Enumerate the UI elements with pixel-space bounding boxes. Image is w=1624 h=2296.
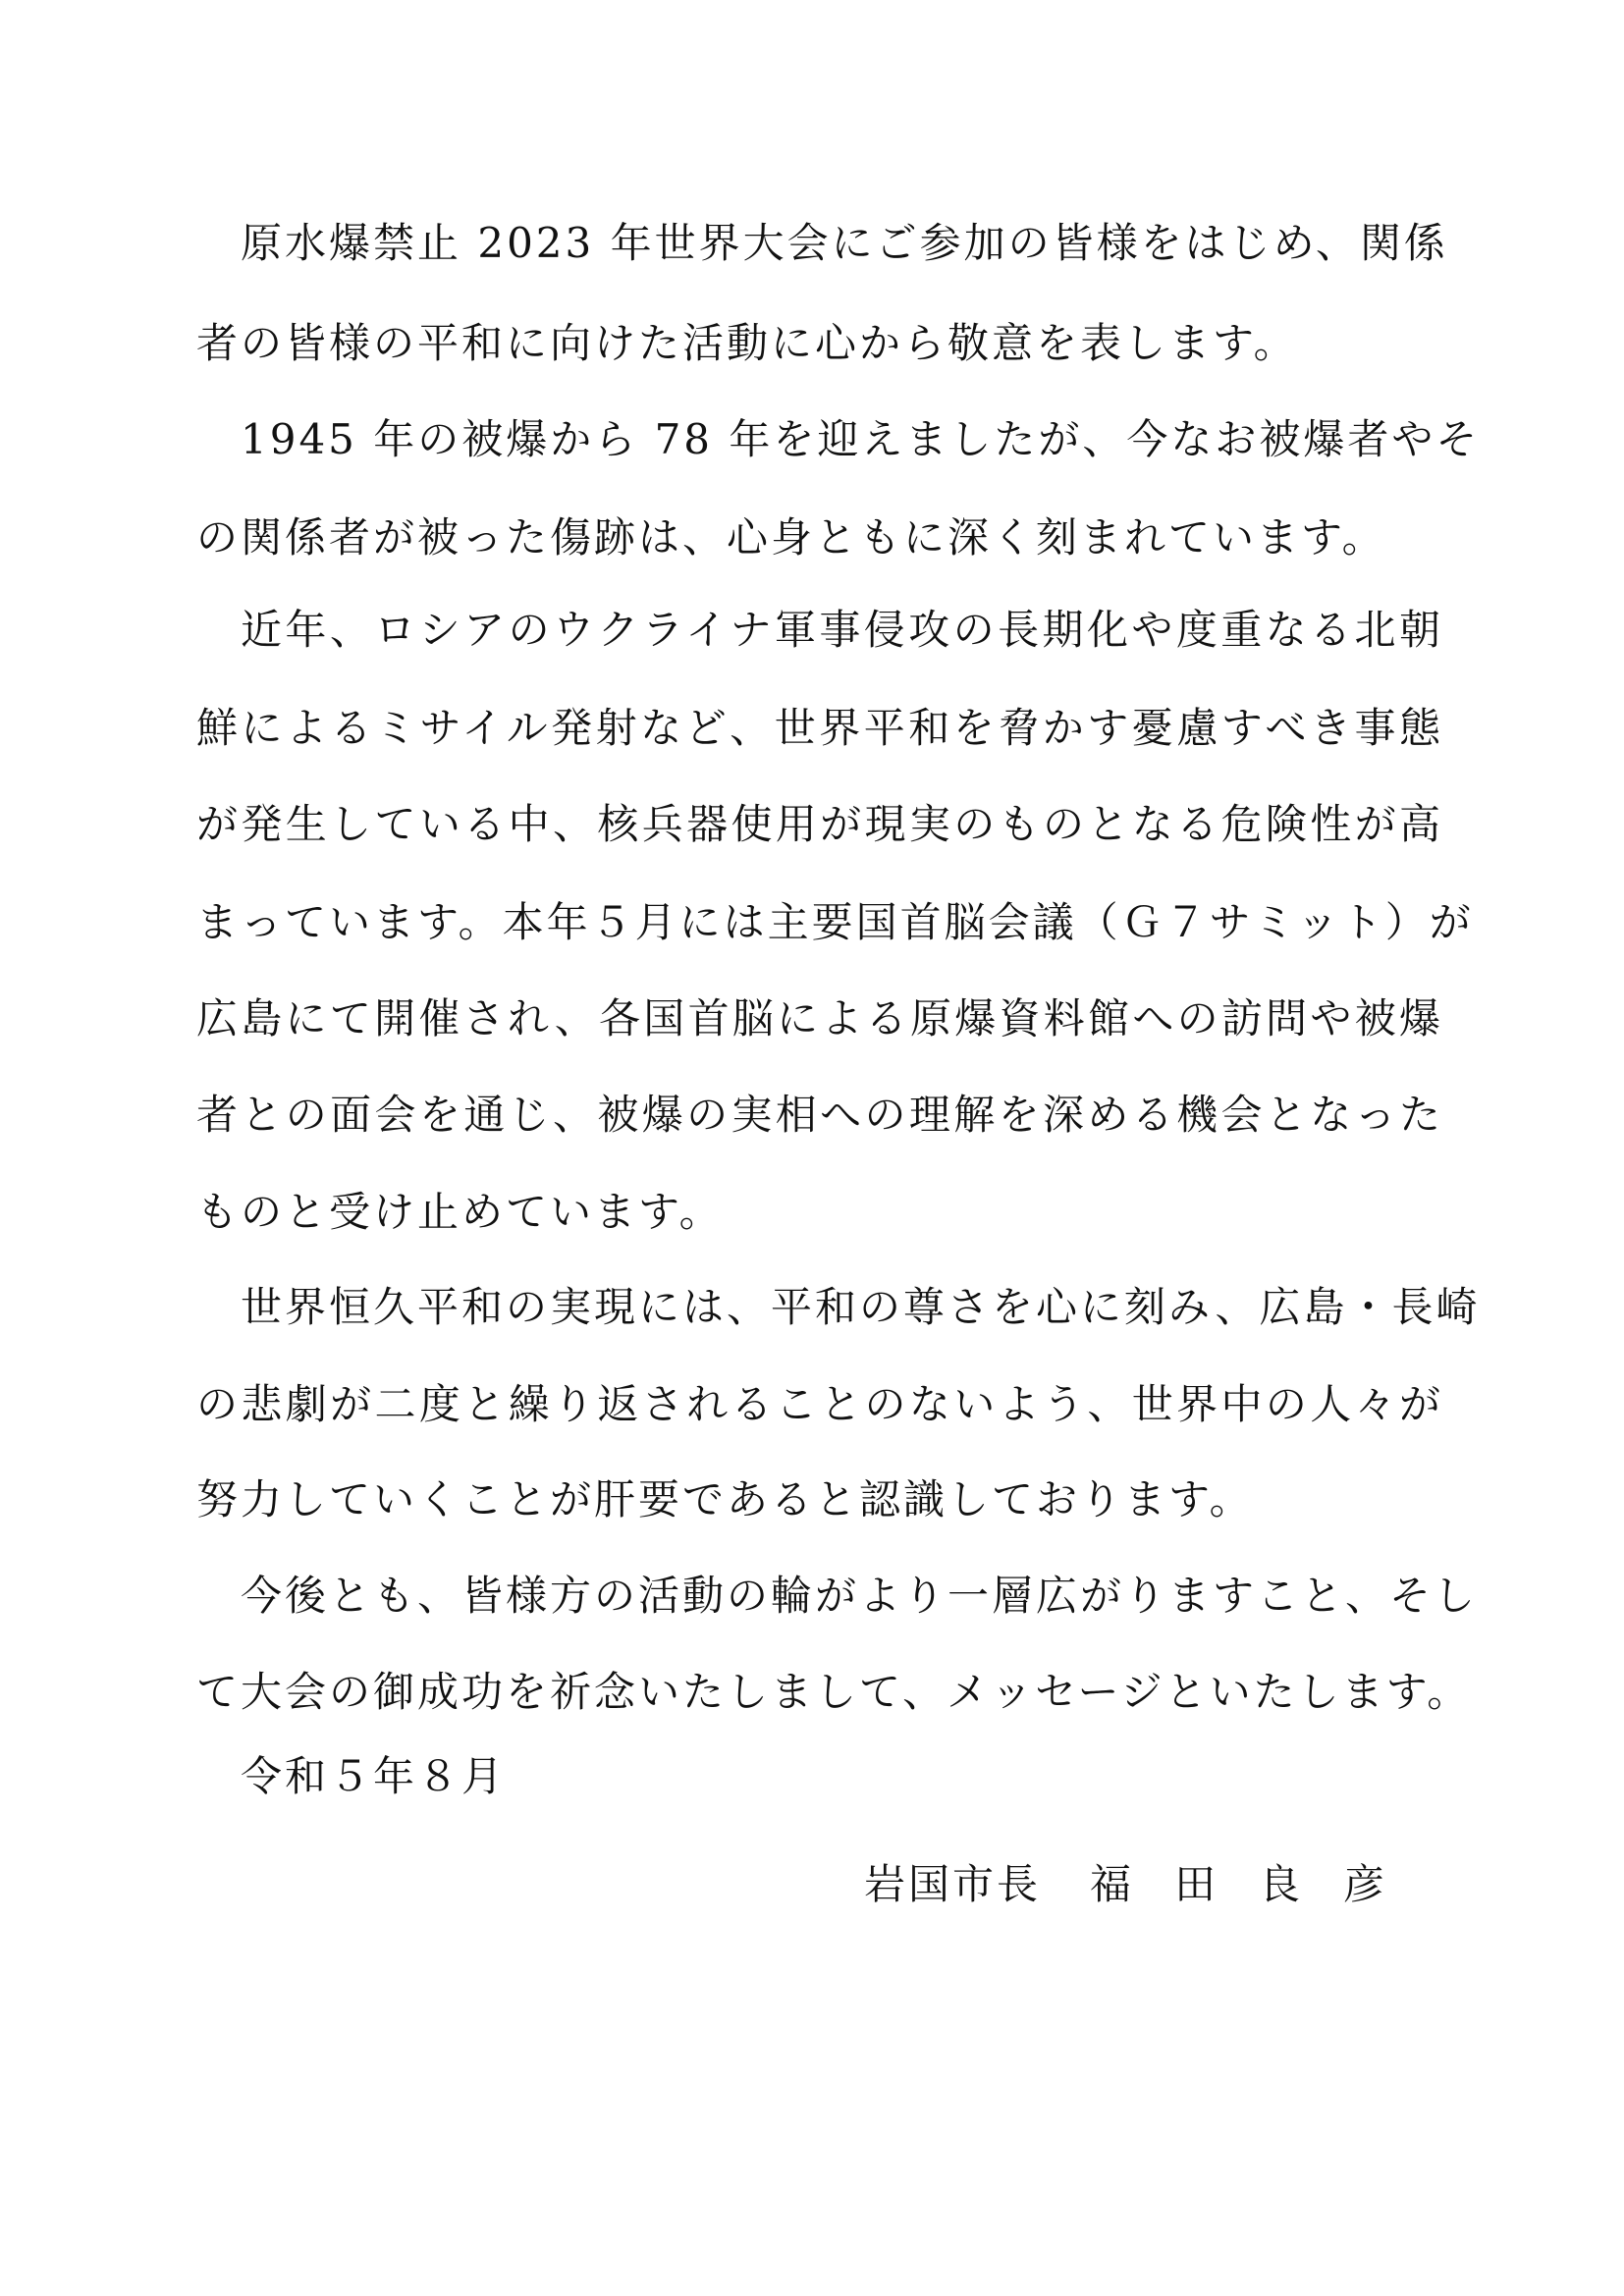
signature-name	[1090, 1855, 1384, 1914]
paragraph-3-line-6: 者との面会を通じ、被爆の実相への理解を深める機会となった	[196, 1091, 1443, 1139]
paragraph-3-line-4: まっています。本年５月には主要国首脳会議（Ｇ７サミット）が	[196, 898, 1474, 946]
paragraph-5-line-1: 今後とも、皆様方の活動の輪がより一層広がりますこと、そし	[241, 1572, 1479, 1620]
paragraph-3-line-1: 近年、ロシアのウクライナ軍事侵攻の長期化や度重なる北朝	[241, 606, 1443, 654]
paragraph-3-line-3: が発生している中、核兵器使用が現実のものとなる危険性が高	[196, 800, 1443, 848]
signature-title: 岩国市長	[864, 1860, 1042, 1908]
letter-date: 令和５年８月	[241, 1752, 507, 1800]
paragraph-1-line-1: 原水爆禁止 2023 年世界大会にご参加の皆様をはじめ、関係	[241, 219, 1448, 267]
paragraph-3-line-7: ものと受け止めています。	[196, 1188, 724, 1236]
paragraph-3-line-2: 鮮によるミサイル発射など、世界平和を脅かす憂慮すべき事態	[196, 704, 1443, 752]
paragraph-5-line-2: て大会の御成功を祈念いたしまして、メッセージといたします。	[196, 1668, 1472, 1716]
paragraph-4-line-1: 世界恒久平和の実現には、平和の尊さを心に刻み、広島・長崎	[241, 1283, 1481, 1331]
signature-name-char-2: 田	[1174, 1860, 1217, 1908]
paragraph-2-line-1: 1945 年の被爆から 78 年を迎えましたが、今なお被爆者やそ	[241, 415, 1481, 463]
paragraph-4-line-2: の悲劇が二度と繰り返されることのないよう、世界中の人々が	[196, 1380, 1443, 1428]
signature-name-char-3: 良	[1258, 1860, 1300, 1908]
paragraph-1-line-2: 者の皆様の平和に向けた活動に心から敬意を表します。	[196, 319, 1298, 367]
signature-block	[864, 1855, 1394, 1914]
signature-name-char-4: 彦	[1342, 1860, 1384, 1908]
paragraph-2-line-2: の関係者が被った傷跡は、心身ともに深く刻まれています。	[196, 513, 1386, 561]
paragraph-3-line-5: 広島にて開催され、各国首脳による原爆資料館への訪問や被爆	[196, 994, 1443, 1042]
paragraph-4-line-3: 努力していくことが肝要であると認識しております。	[196, 1475, 1254, 1523]
signature-name-char-1: 福	[1090, 1860, 1132, 1908]
